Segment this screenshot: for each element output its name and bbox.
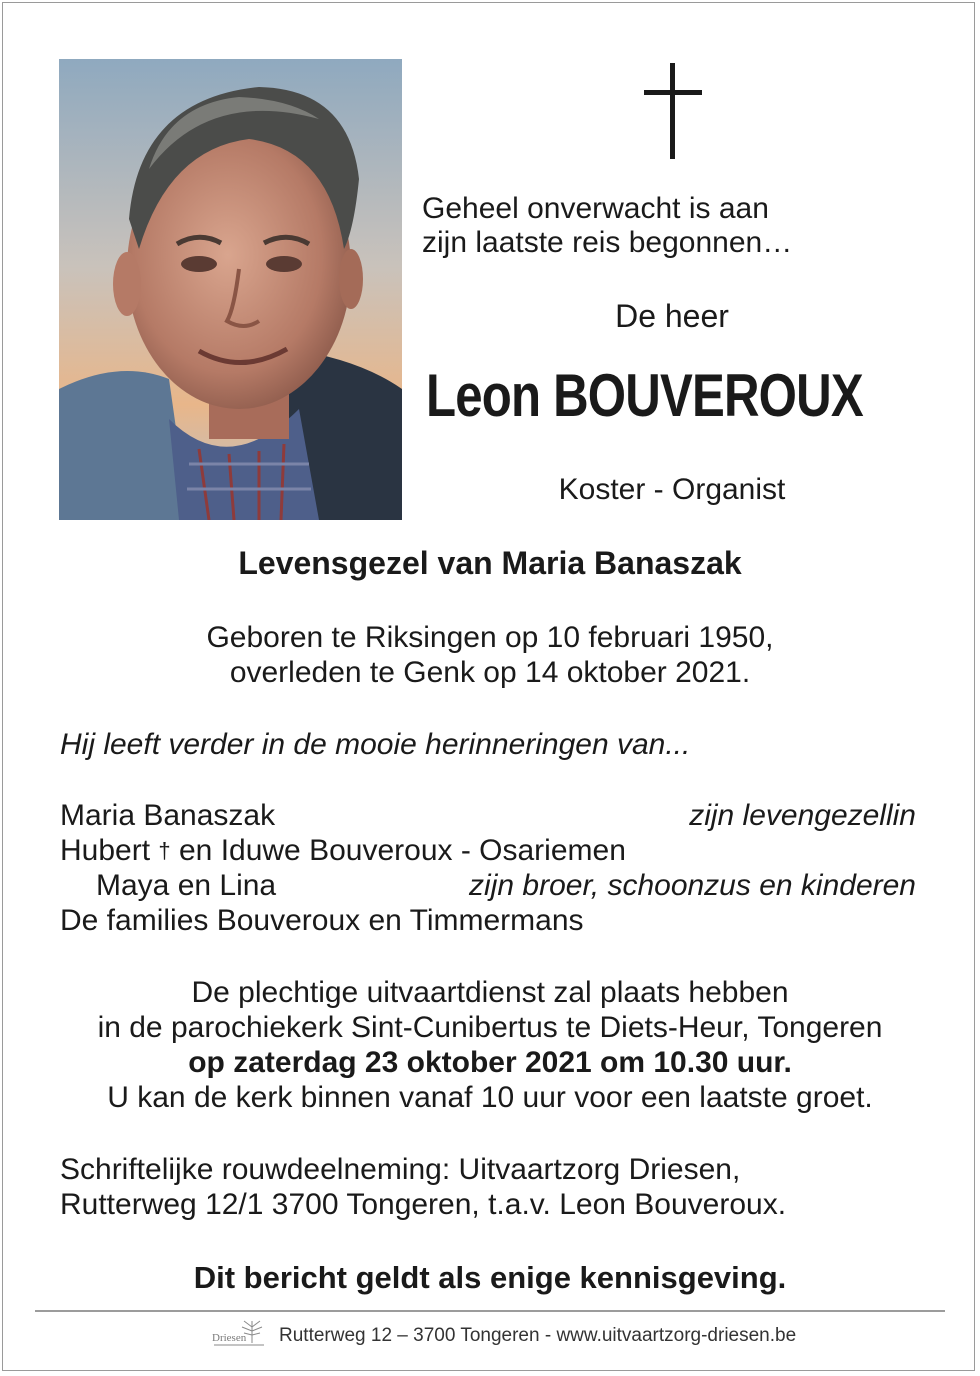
service-line: in de parochiekerk Sint-Cunibertus te Diets-Heur, Tongeren <box>97 1011 883 1044</box>
condolence-line: Schriftelijke rouwdeelneming: Uitvaartzorg Driesen, <box>60 1153 741 1186</box>
deceased-name: Leon BOUVEROUX <box>426 362 863 429</box>
poem-line-1: Geheel onverwacht is aan <box>422 192 769 225</box>
portrait-photo <box>59 59 402 520</box>
footer-address: Rutterweg 12 – 3700 Tongeren - www.uitvaartzorg-driesen.be <box>279 1325 797 1346</box>
partner-line: Levensgezel van Maria Banaszak <box>238 545 742 581</box>
driesen-logo-icon <box>208 1317 266 1353</box>
deceased-role: Koster - Organist <box>558 473 786 506</box>
dagger-icon: † <box>158 838 171 863</box>
service-line: De plechtige uitvaartdienst zal plaats hebben <box>191 976 789 1009</box>
cross-icon <box>644 63 702 159</box>
mourner-name-part: Hubert <box>60 834 151 867</box>
notice-line: Dit bericht geldt als enige kennisgeving. <box>193 1260 787 1295</box>
poem-line-2: zijn laatste reis begonnen… <box>422 226 793 259</box>
memory-line: Hij leeft verder in de mooie herinneringen van... <box>60 728 691 761</box>
service-date: op zaterdag 23 oktober 2021 om 10.30 uur. <box>188 1046 792 1079</box>
service-line: U kan de kerk binnen vanaf 10 uur voor een laatste groet. <box>107 1081 873 1114</box>
mourner-relation: zijn broer, schoonzus en kinderen <box>469 869 916 902</box>
logo-text: Driesen <box>212 1332 247 1344</box>
mourner-name: De families Bouveroux en Timmermans <box>60 904 584 937</box>
birth-line: Geboren te Riksingen op 10 februari 1950, <box>206 621 774 654</box>
mourner-name: Maya en Lina <box>96 869 277 902</box>
salutation: De heer <box>615 298 729 334</box>
mourner-name <box>60 836 626 866</box>
mourner-name-part: en Iduwe Bouveroux - Osariemen <box>178 834 626 867</box>
mourner-relation: zijn levengezellin <box>689 799 916 832</box>
mourner-name: Maria Banaszak <box>60 799 276 832</box>
footer-divider <box>35 1310 945 1312</box>
death-line: overleden te Genk op 14 oktober 2021. <box>229 656 751 689</box>
condolence-line: Rutterweg 12/1 3700 Tongeren, t.a.v. Leon Bouveroux. <box>60 1188 787 1221</box>
